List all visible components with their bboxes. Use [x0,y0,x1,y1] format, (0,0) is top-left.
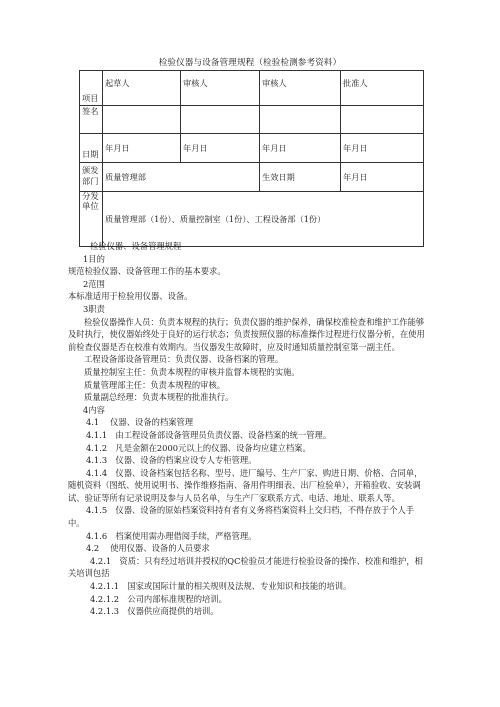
section-2-title: 2范围 [83,278,105,289]
item-label-cell [80,71,103,106]
date-label: 日期 [80,134,103,163]
distribution-value: 质量管理部（1份）、质量控制室（1份）、工程设备部（1份） [103,192,424,247]
table-row-signature [80,106,424,134]
section-1-title: 1目的 [83,253,105,264]
section-2-text: 本标准适用于检验用仪器、设备。 [68,291,193,302]
effective-date-value: 年月日 [341,163,424,192]
section-4-1-4: 4.1.4 仪器、设备档案包括名称、型号、进厂编号、生产厂家、购进日期、价格、合同单，随机资料（图纸、使用说明书、操作维修指南、备用件明细表、出厂检验单），开箱验收、安装调试、验证等所有记录说明及参与人员名单，与生产厂家联系方式、电话、地址、联系人等。 [68,467,423,503]
table-row-header [80,71,424,106]
drafter-label: 起草人 [103,71,181,106]
section-1-text: 规范检验仪器、设备管理工作的基本要求。 [68,266,226,277]
signature-cell-reviewer-2 [260,106,341,134]
table-row-date [80,134,424,163]
signature-cell-drafter [103,106,181,134]
section-3-title: 3职责 [83,303,105,314]
date-cell-reviewer-2: 年月日 [260,134,341,163]
section-4-2-1: 4.2.1 资质：只有经过培训并授权的QC检验员才能进行检验设备的操作、校准和维护，相关培训包括 [68,555,423,579]
date-cell-approver: 年月日 [341,134,424,163]
issuing-dept-label: 颁发部门 [80,163,103,192]
section-4-1-6: 4.1.6 档案使用需办理借阅手续，严格管理。 [86,530,257,541]
table-row-distribution [80,192,424,247]
table-row-issuing-dept [80,163,424,192]
issuing-dept-value: 质量管理部 [103,163,260,192]
approval-table [79,70,424,247]
section-4-2-title: 4.2 使用仪器、设备的人员要求 [86,543,210,554]
section-4-2-1-1: 4.2.1.1 国家或国际计量的相关规则及法规、专业知识和技能的培训。 [90,581,352,592]
distribution-label: 分发单位 [80,192,103,247]
section-3-para-operators: 检验仪器操作人员：负责本规程的执行；负责仪器的维护保养，确保校准检查和维护工作能够及时执行，使仪器始终处于良好的运行状态；负责按照仪器的标准操作过程进行仪器分析，在使用前检查仪器是否在校准有效期内。当仪器发生故障时，应及时通知质量控制室第一副主任。 [68,316,425,352]
section-4-1-title: 4.1 仪器、设备的档案管理 [86,417,194,428]
section-3-para-equipment-admin: 工程设备部设备管理员：负责仪器、设备档案的管理。 [84,354,284,365]
section-4-1-1: 4.1.1 由工程设备部设备管理员负责仪器、设备档案的统一管理。 [86,429,332,440]
section-4-1-2: 4.1.2 凡是金额在2000元以上的仪器、设备均应建立档案。 [86,442,311,453]
section-3-para-vp-quality: 质量副总经理：负责本规程的批准执行。 [84,392,234,403]
signature-label: 签名 [80,106,103,134]
document-title: 检验仪器与设备管理规程（检验检测参考资料） [158,58,342,68]
date-cell-drafter: 年月日 [103,134,181,163]
section-3-para-qc-director: 质量控制室主任：负责本规程的审核并监督本规程的实施。 [84,366,300,377]
document-body [68,240,428,618]
section-4-title: 4内容 [83,404,105,415]
section-4-2-1-2: 4.2.1.2 公司内部标准规程的培训。 [90,593,227,604]
date-cell-reviewer-1: 年月日 [181,134,260,163]
signature-cell-approver [341,106,424,134]
section-4-1-3: 4.1.3 仪器、设备的档案应设专人专柜管理。 [86,455,257,466]
section-4-2-1-3: 4.2.1.3 仪器供应商提供的培训。 [90,606,219,617]
section-3-para-qa-director: 质量管理部主任：负责本规程的审核。 [84,379,226,390]
reviewer-label-2: 审核人 [260,71,341,106]
section-4-1-5: 4.1.5 仪器、设备的原始档案资料持有者有义务将档案资料上交归档，不得存放于个人手中。 [68,505,415,529]
approver-label: 批准人 [341,71,424,106]
body-heading: 检验仪器、设备管理规程 [90,241,182,251]
reviewer-label-1: 审核人 [181,71,260,106]
effective-date-label: 生效日期 [260,163,341,192]
signature-cell-reviewer-1 [181,106,260,134]
item-label: 项目 [82,93,99,103]
